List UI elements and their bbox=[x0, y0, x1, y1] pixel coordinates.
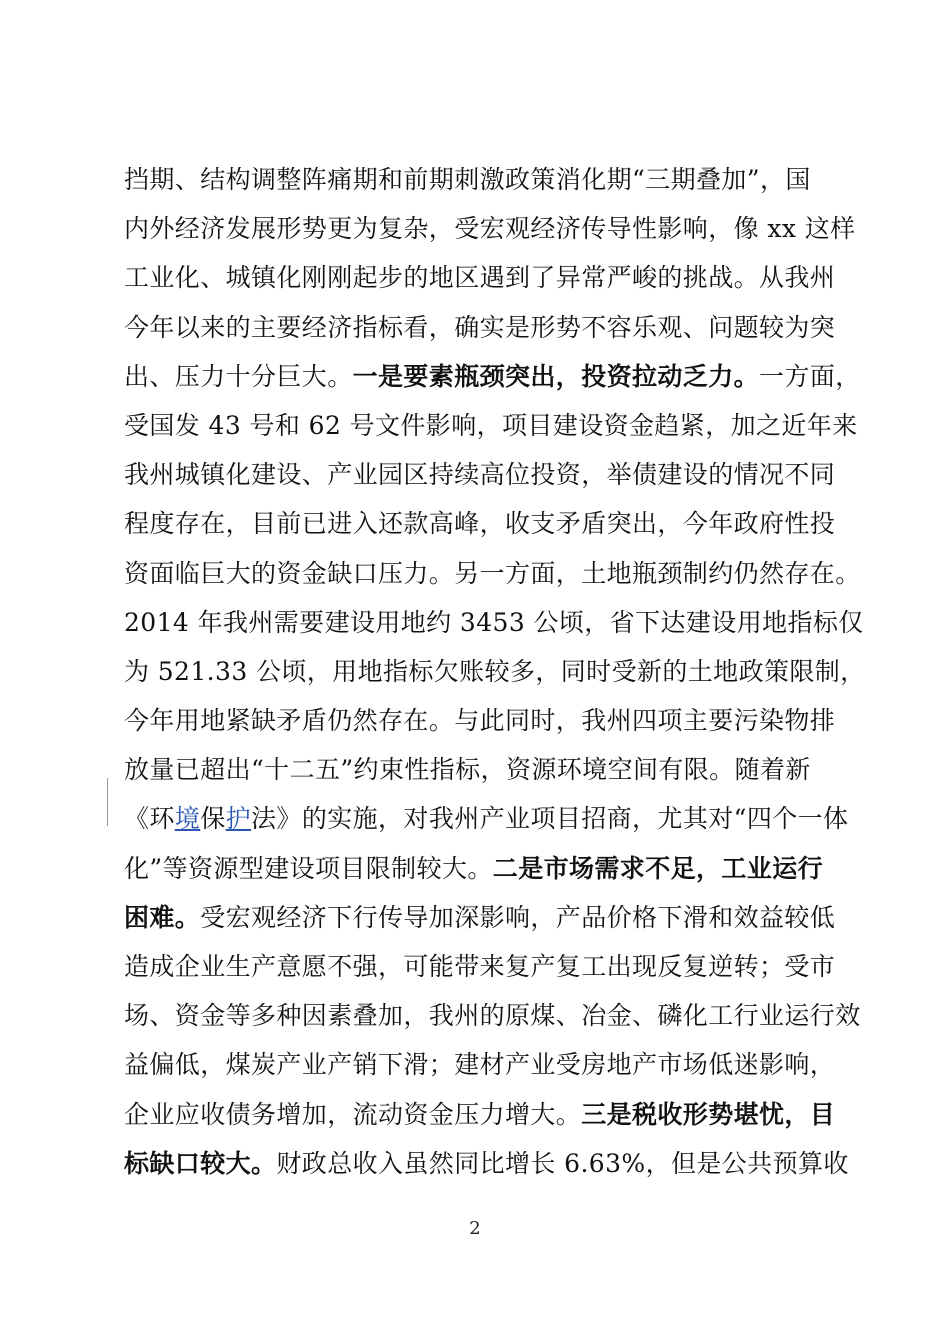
body-text-segment: 《环 bbox=[124, 804, 175, 834]
text-line bbox=[124, 253, 834, 302]
text-line bbox=[124, 352, 861, 401]
text-line bbox=[124, 303, 834, 352]
body-text-segment: 法》的实施，对我州产业项目招商，尤其对“四个一体 bbox=[251, 804, 849, 834]
bold-heading-text: 二是市场需求不足，工业运行 bbox=[492, 853, 823, 883]
body-text-segment: 保 bbox=[200, 804, 226, 834]
text-line bbox=[124, 450, 834, 499]
text-line bbox=[124, 1040, 834, 1089]
text-line bbox=[124, 155, 834, 204]
bold-heading-text: 标缺口较大。 bbox=[124, 1148, 277, 1178]
body-text-segment: 益偏低，煤炭产业产销下滑；建材产业受房地产市场低迷影响， bbox=[124, 1050, 836, 1080]
body-text-segment: 一方面， bbox=[759, 361, 861, 391]
revision-margin-bar bbox=[107, 778, 108, 826]
page-number: 2 bbox=[469, 1218, 481, 1239]
text-line bbox=[124, 893, 834, 942]
text-line bbox=[124, 745, 834, 794]
text-line bbox=[124, 1090, 834, 1139]
body-text-segment: 化”等资源型建设项目限制较大。 bbox=[124, 853, 493, 883]
bold-heading-text: 三是税收形势堪忧，目 bbox=[581, 1099, 836, 1129]
body-text-segment: 财政总收入虽然同比增长 6.63%，但是公共预算收 bbox=[276, 1148, 849, 1178]
hyperlink-text[interactable]: 境 bbox=[174, 804, 201, 834]
body-text-segment: 企业应收债务增加，流动资金压力增大。 bbox=[124, 1099, 582, 1129]
body-text-segment: 我州城镇化建设、产业园区持续高位投资，举债建设的情况不同 bbox=[124, 460, 836, 490]
body-text-segment: 出、压力十分巨大。 bbox=[124, 361, 353, 391]
text-line bbox=[124, 991, 861, 1040]
text-line bbox=[124, 696, 834, 745]
body-text-segment: 受国发 43 号和 62 号文件影响，项目建设资金趋紧，加之近年来 bbox=[124, 410, 858, 440]
body-text-segment: 今年以来的主要经济指标看，确实是形势不容乐观、问题较为突 bbox=[124, 312, 836, 342]
body-text-segment: 放量已超出“十二五”约束性指标，资源环境空间有限。随着新 bbox=[124, 755, 811, 785]
body-text-segment: 场、资金等多种因素叠加，我州的原煤、冶金、磷化工行业运行效 bbox=[124, 1001, 861, 1031]
text-line bbox=[124, 598, 864, 647]
body-text-segment: 今年用地紧缺矛盾仍然存在。与此同时，我州四项主要污染物排 bbox=[124, 706, 836, 736]
bold-heading-text: 困难。 bbox=[124, 902, 201, 932]
body-text-segment: 造成企业生产意愿不强，可能带来复产复工出现反复逆转；受市 bbox=[124, 952, 836, 981]
text-line bbox=[124, 794, 849, 843]
body-text-segment: 受宏观经济下行传导加深影响，产品价格下滑和效益较低 bbox=[200, 902, 836, 932]
body-text-segment: 资面临巨大的资金缺口压力。另一方面，土地瓶颈制约仍然存在。 bbox=[124, 558, 861, 588]
hyperlink-text[interactable]: 护 bbox=[225, 804, 252, 834]
body-text-segment: 工业化、城镇化刚刚起步的地区遇到了异常严峻的挑战。从我州 bbox=[124, 263, 836, 293]
text-line bbox=[124, 401, 858, 450]
body-text bbox=[124, 155, 866, 1188]
text-line bbox=[124, 844, 834, 893]
body-text-segment: 2014 年我州需要建设用地约 3453 公顷，省下达建设用地指标仅 bbox=[124, 607, 864, 637]
text-line bbox=[124, 942, 834, 991]
bold-heading-text: 一是要素瓶颈突出，投资拉动乏力。 bbox=[352, 361, 760, 391]
body-text-segment: 程度存在，目前已进入还款高峰，收支矛盾突出，今年政府性投 bbox=[124, 509, 836, 539]
body-text-segment: 内外经济发展形势更为复杂，受宏观经济传导性影响，像 xx 这样 bbox=[124, 214, 856, 244]
text-line bbox=[124, 1139, 849, 1188]
body-text-segment: 挡期、结构调整阵痛期和前期刺激政策消化期“三期叠加”，国 bbox=[124, 165, 811, 194]
text-line bbox=[124, 647, 866, 696]
body-text-segment: 为 521.33 公顷，用地指标欠账较多，同时受新的土地政策限制， bbox=[124, 656, 866, 686]
text-line bbox=[124, 549, 861, 598]
text-line bbox=[124, 499, 834, 548]
text-line bbox=[124, 204, 856, 253]
